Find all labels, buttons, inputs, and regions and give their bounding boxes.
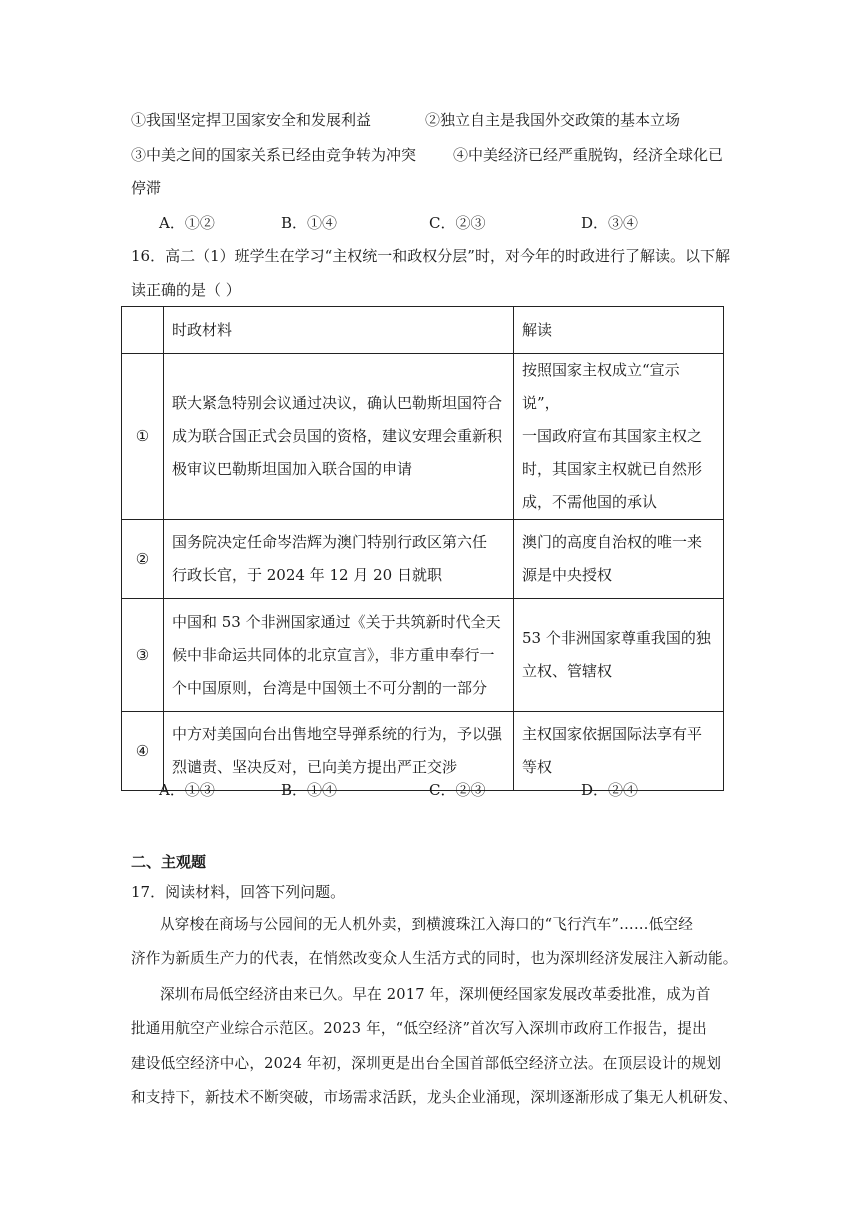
q16-table [121, 306, 724, 791]
q15-statement-4: ④中美经济已经严重脱钩，经济全球化已 [453, 146, 724, 164]
material-line: 成为联合国正式会员国的资格，建议安理会重新积 [172, 427, 503, 445]
q16-option-b[interactable]: B．①④ [281, 781, 338, 799]
q15-statement-4-continued: 停滞 [131, 179, 162, 197]
interpretation-line: 源是中央授权 [522, 566, 613, 584]
q15-option-a[interactable]: A．①② [159, 214, 215, 232]
row-interpretation [514, 354, 724, 520]
passage-line: 建设低空经济中心，2024 年初，深圳更是出台全国首部低空经济立法。在顶层设计的规划 [131, 1055, 722, 1072]
row-number: ④ [122, 712, 164, 791]
q16-stem-line-2: 读正确的是（ ） [131, 281, 241, 299]
material-line: 国务院决定任命岑浩辉为澳门特别行政区第六任 [172, 533, 488, 551]
row-interpretation [514, 520, 724, 599]
q16-option-c[interactable]: C．②③ [429, 781, 486, 799]
material-line: 联大紧急特别会议通过决议，确认巴勒斯坦国符合 [172, 394, 503, 412]
q15-option-c[interactable]: C．②③ [429, 214, 486, 232]
interpretation-line: 立权、管辖权 [522, 662, 613, 680]
q16-stem-line-1: 16．高二（1）班学生在学习“主权统一和政权分层”时，对今年的时政进行了解读。以下解 [131, 247, 730, 265]
q15-statement-3: ③中美之间的国家关系已经由竞争转为冲突 [131, 146, 417, 164]
q15-statement-2: ②独立自主是我国外交政策的基本立场 [425, 111, 681, 129]
row-number: ② [122, 520, 164, 599]
row-number: ① [122, 354, 164, 520]
passage-line: 从穿梭在商场与公园间的无人机外卖，到横渡珠江入海口的“飞行汽车”……低空经 [160, 916, 694, 933]
table-row [122, 599, 724, 712]
row-material [164, 599, 514, 712]
material-line: 行政长官，于 2024 年 12 月 20 日就职 [172, 566, 442, 584]
row-material [164, 354, 514, 520]
table-row [122, 354, 724, 520]
material-line: 中国和 53 个非洲国家通过《关于共筑新时代全天 [172, 612, 501, 631]
material-line: 极审议巴勒斯坦国加入联合国的申请 [172, 460, 413, 478]
header-cell-interpretation: 解读 [514, 307, 724, 354]
passage-line: 批通用航空产业综合示范区。2023 年，“低空经济”首次写入深圳市政府工作报告，提出 [131, 1020, 707, 1037]
passage-line: 和支持下，新技术不断突破，市场需求活跃，龙头企业涌现，深圳逐渐形成了集无人机研发、 [131, 1089, 738, 1106]
passage-line: 深圳布局低空经济由来已久。早在 2017 年，深圳便经国家发展改革委批准，成为首 [160, 986, 711, 1003]
q15-option-d[interactable]: D．③④ [581, 214, 639, 232]
row-number: ③ [122, 599, 164, 712]
table-row [122, 520, 724, 599]
material-line: 个中国原则，台湾是中国领土不可分割的一部分 [172, 678, 488, 697]
interpretation-line: 一国政府宣布其国家主权之 [522, 427, 703, 445]
header-cell-empty [122, 307, 164, 354]
interpretation-line: 成，不需他国的承认 [522, 493, 658, 511]
interpretation-line: 时，其国家主权就已自然形 [522, 460, 703, 478]
interpretation-line: 等权 [522, 758, 553, 776]
interpretation-line: 按照国家主权成立“宣示说”， [522, 361, 680, 412]
passage-line: 济作为新质生产力的代表，在悄然改变众人生活方式的同时，也为深圳经济发展注入新动能。 [131, 950, 738, 967]
material-line: 候中非命运共同体的北京宣言》，非方重申奉行一 [172, 645, 495, 664]
header-cell-material: 时政材料 [164, 307, 514, 354]
row-material [164, 520, 514, 599]
q15-statement-1: ①我国坚定捍卫国家安全和发展利益 [131, 111, 372, 129]
q15-options [0, 212, 860, 234]
table-header-row [122, 307, 724, 354]
q16-option-a[interactable]: A．①③ [159, 781, 215, 799]
q16-option-d[interactable]: D．②④ [581, 781, 639, 799]
q15-option-b[interactable]: B．①④ [281, 214, 338, 232]
interpretation-line: 53 个非洲国家尊重我国的独 [522, 629, 711, 647]
interpretation-line: 澳门的高度自治权的唯一来 [522, 533, 703, 551]
row-interpretation [514, 599, 724, 712]
interpretation-line: 主权国家依据国际法享有平 [522, 725, 703, 743]
material-line: 中方对美国向台出售地空导弹系统的行为，予以强 [172, 725, 503, 743]
material-line: 烈谴责、坚决反对，已向美方提出严正交涉 [172, 758, 458, 776]
q17-stem: 17．阅读材料，回答下列问题。 [131, 883, 346, 901]
q16-options [0, 779, 860, 801]
section-title: 二、主观题 [131, 853, 207, 871]
